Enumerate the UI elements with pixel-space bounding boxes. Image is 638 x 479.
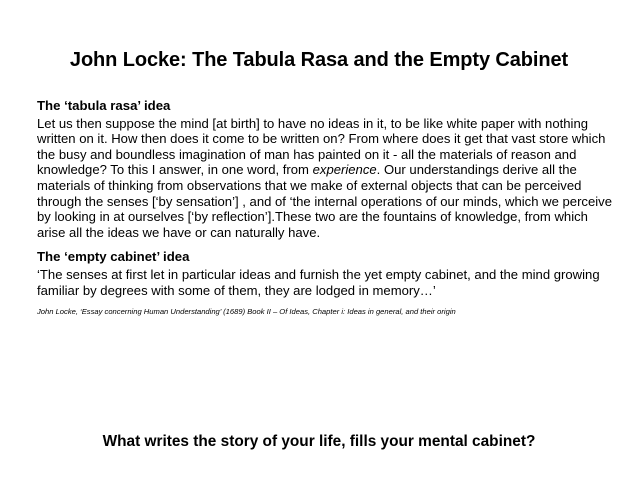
quote-text-part-1: Let us then suppose the mind [at birth] to have no ideas in it, to be like white paper with nothing written on it. How then does it come to be written on? From where does it get that vast store which the busy and boundless imagination of man has painted on it - all the materials of reason and knowledge? To this I answer, in one word, from: [37, 115, 606, 178]
slide-content: [37, 98, 617, 317]
tabula-rasa-quote: [37, 116, 617, 241]
quote-text-part-2: . Our understandings derive all the materials of thinking from observations that we make of external objects that can be perceived through the senses [‘by sensation’] , and of ‘the internal operations of our minds, which we perceive by looking in at ourselves [‘by reflection’].These two are the fountains of knowledge, from which arise all the ideas we have or can naturally have.: [37, 162, 612, 240]
slide-title: John Locke: The Tabula Rasa and the Empty Cabinet: [69, 49, 569, 71]
empty-cabinet-quote: ‘The senses at first let in particular ideas and furnish the yet empty cabinet, and the mind growing familiar by degrees with some of them, they are lodged in memory…’: [37, 266, 600, 298]
citation: John Locke, ‘Essay concerning Human Understanding’ (1689) Book II – Of Ideas, Chapter i: Ideas in general, and their origin: [37, 307, 456, 317]
closing-question: What writes the story of your life, fills your mental cabinet?: [102, 433, 536, 450]
section-heading-tabula-rasa: The ‘tabula rasa’ idea: [37, 98, 171, 113]
quote-emphasis-experience: experience: [312, 162, 377, 178]
section-heading-empty-cabinet: The ‘empty cabinet’ idea: [37, 249, 190, 265]
